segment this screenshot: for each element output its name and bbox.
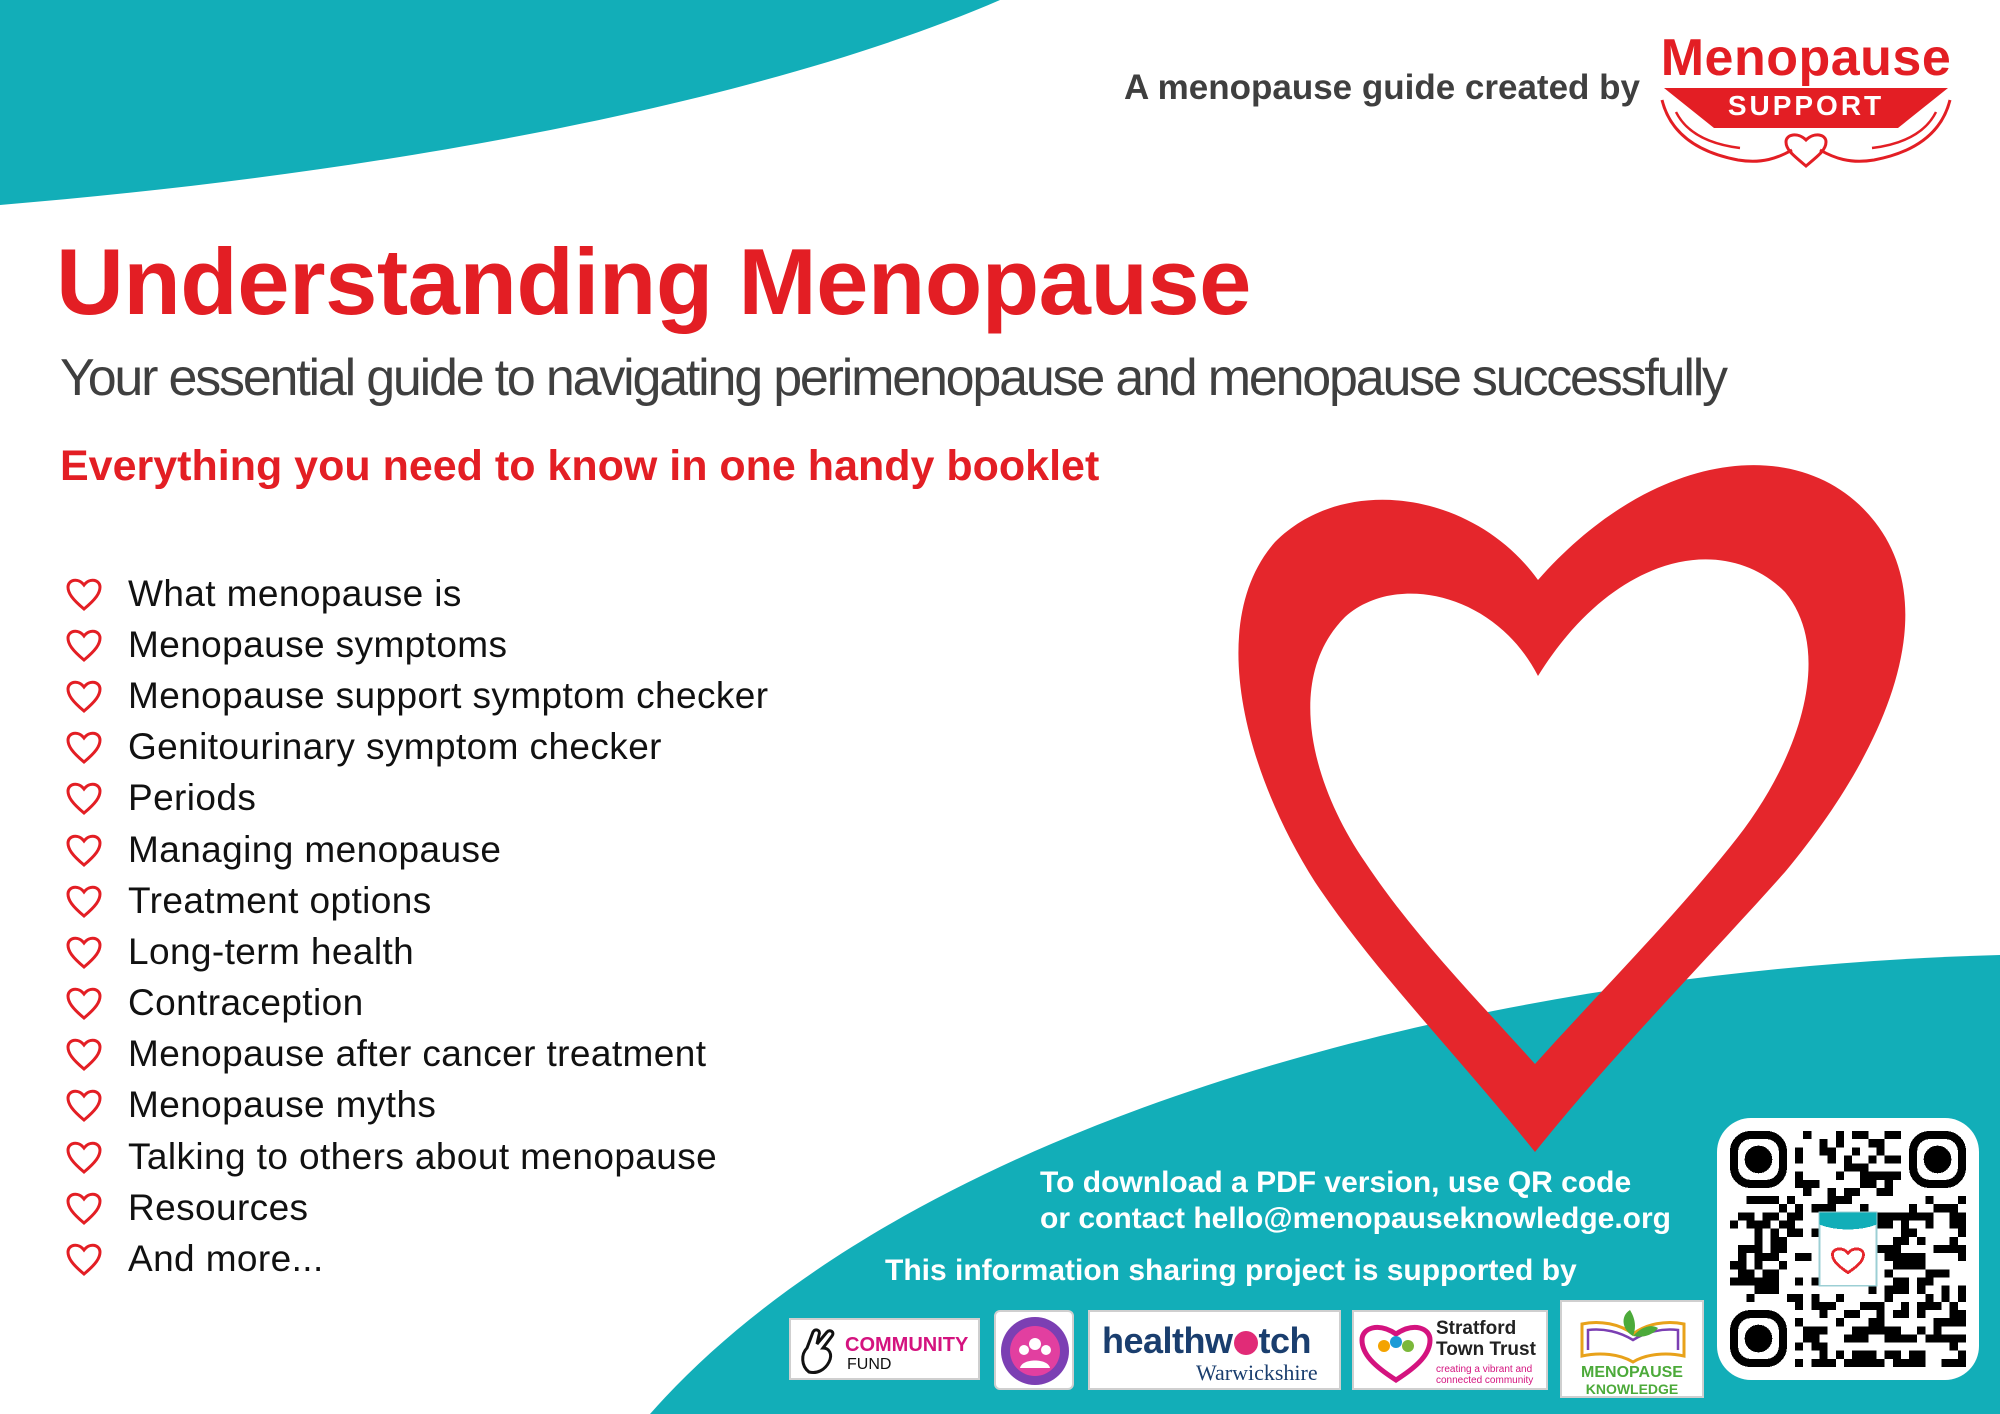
wellbeing-services-logo: [994, 1310, 1074, 1390]
healthwatch-name-b: tch: [1258, 1320, 1312, 1361]
heart-outline-icon: [64, 778, 104, 818]
community-wellbeing-icon: [998, 1314, 1072, 1388]
mk-line2: KNOWLEDGE: [1585, 1381, 1679, 1397]
healthwatch-name: [1102, 1320, 1311, 1362]
supported-by-text: This information sharing project is supported by: [885, 1254, 1577, 1287]
list-item: [64, 824, 768, 875]
topic-label: Long-term health: [128, 930, 415, 972]
topic-label: Managing menopause: [128, 828, 502, 870]
heart-people-icon: [1358, 1320, 1434, 1384]
healthwatch-logo: [1088, 1310, 1341, 1390]
list-item: [64, 1182, 768, 1233]
list-item: [64, 978, 768, 1029]
page-subtitle: Your essential guide to navigating perimenopause and menopause successfully: [60, 349, 1726, 407]
list-item: [64, 926, 768, 977]
heart-outline-icon: [64, 1188, 104, 1228]
top-wave: [0, 0, 1000, 205]
list-item: [64, 619, 768, 670]
list-item: [64, 568, 768, 619]
heart-outline-icon: [64, 1034, 104, 1074]
stratford-line1: Stratford: [1436, 1318, 1517, 1339]
page-title: Understanding Menopause: [56, 229, 1251, 334]
topic-label: Menopause myths: [128, 1084, 437, 1126]
open-book-leaf-icon: [1576, 1306, 1690, 1364]
topic-label: Treatment options: [128, 879, 432, 921]
list-item: [64, 1029, 768, 1080]
topic-label: Menopause symptoms: [128, 623, 508, 665]
heart-outline-icon: [64, 932, 104, 972]
topic-label: Contraception: [128, 982, 364, 1024]
menopause-support-logo: [1656, 28, 1956, 168]
menopause-knowledge-logo: [1560, 1300, 1704, 1398]
topic-label: What menopause is: [128, 572, 462, 614]
list-item: [64, 1233, 768, 1284]
crossed-fingers-icon: [795, 1326, 845, 1376]
list-item: [64, 670, 768, 721]
heart-outline-icon: [64, 1085, 104, 1125]
topic-label: Menopause support symptom checker: [128, 674, 769, 716]
list-item: [64, 1131, 768, 1182]
list-item: [64, 773, 768, 824]
mk-line1: MENOPAUSE: [1581, 1364, 1683, 1381]
created-by-text: A menopause guide created by: [1123, 68, 1640, 107]
stratford-tag2: connected community: [1436, 1375, 1534, 1386]
heart-outline-icon: [64, 1239, 104, 1279]
heart-outline-icon: [64, 830, 104, 870]
qr-code-icon: [1730, 1131, 1966, 1367]
topic-label: Talking to others about menopause: [128, 1135, 718, 1177]
healthwatch-region: Warwickshire: [1196, 1360, 1318, 1385]
healthwatch-dot-icon: [1234, 1331, 1258, 1355]
topics-list: [64, 568, 768, 1285]
topic-label: Genitourinary symptom checker: [128, 726, 662, 768]
heart-outline-icon: [64, 983, 104, 1023]
topic-label: And more...: [128, 1238, 324, 1280]
community-fund-logo: [789, 1318, 980, 1380]
list-item: [64, 1080, 768, 1131]
topic-label: Menopause after cancer treatment: [128, 1033, 707, 1075]
community-fund-word1: COMMUNITY: [845, 1334, 969, 1356]
heart-outline-icon: [64, 676, 104, 716]
page-tagline: Everything you need to know in one handy booklet: [60, 442, 1100, 490]
topic-label: Periods: [128, 777, 257, 819]
qr-code[interactable]: [1717, 1118, 1979, 1380]
logo-support: SUPPORT: [1727, 90, 1885, 121]
download-line-2: or contact hello@menopauseknowledge.org: [1040, 1202, 1672, 1235]
heart-outline-icon: [64, 881, 104, 921]
healthwatch-name-a: healthw: [1102, 1320, 1233, 1361]
stratford-line2: Town Trust: [1436, 1339, 1536, 1360]
stratford-tag1: creating a vibrant and: [1436, 1364, 1533, 1375]
topic-label: Resources: [128, 1186, 309, 1228]
list-item: [64, 722, 768, 773]
list-item: [64, 875, 768, 926]
heart-outline-icon: [64, 727, 104, 767]
heart-outline-icon: [64, 625, 104, 665]
big-heart-icon: [1225, 452, 1925, 1172]
logo-word: Menopause: [1660, 29, 1952, 87]
community-fund-word2: FUND: [847, 1356, 892, 1373]
download-line-1: To download a PDF version, use QR code: [1040, 1166, 1632, 1199]
stratford-town-trust-logo: [1352, 1310, 1548, 1390]
heart-outline-icon: [64, 1137, 104, 1177]
heart-outline-icon: [64, 574, 104, 614]
